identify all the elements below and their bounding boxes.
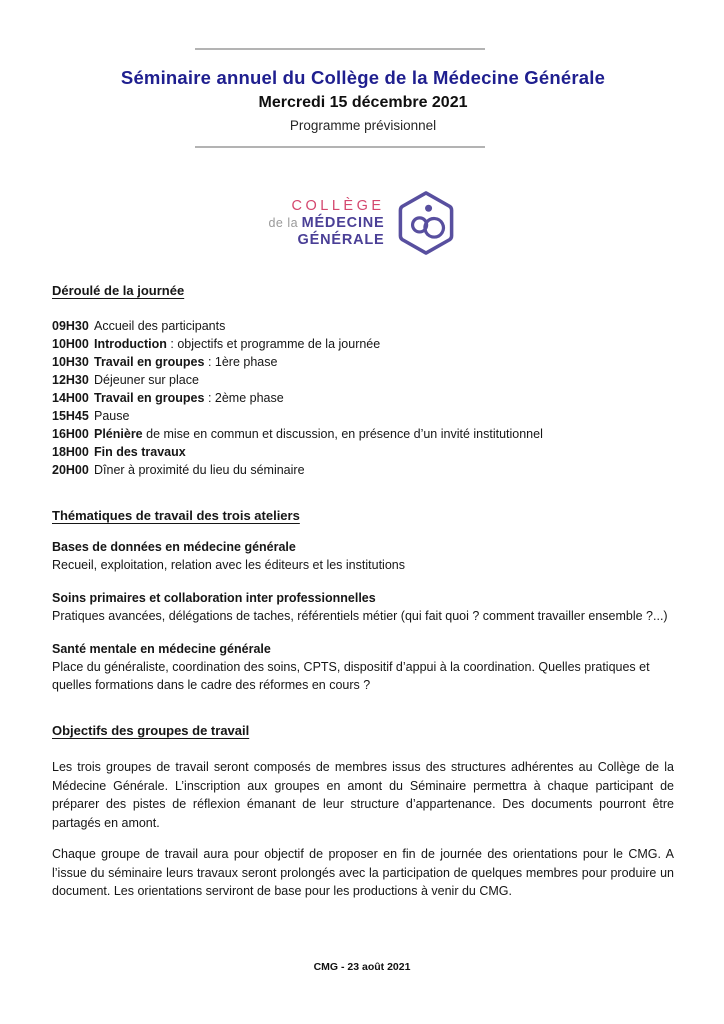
schedule-desc: Accueil des participants bbox=[94, 319, 226, 333]
cmg-logo bbox=[52, 189, 674, 257]
schedule-desc: Dîner à proximité du lieu du séminaire bbox=[94, 463, 305, 477]
section-themes bbox=[52, 508, 674, 694]
seminar-date: Mercredi 15 décembre 2021 bbox=[258, 94, 468, 111]
schedule-row bbox=[52, 353, 674, 371]
schedule-rows bbox=[52, 317, 674, 479]
schedule-time: 16H00 bbox=[52, 427, 89, 441]
schedule-time: 09H30 bbox=[52, 319, 89, 333]
objectives-heading: Objectifs des groupes de travail bbox=[52, 723, 250, 738]
objectives-paragraph: Les trois groupes de travail seront composés de membres issus des structures adhérentes au Collège de la Médecine Générale. L’inscription aux groupes en amont du Séminaire permettra à chaque participant de préparer des pistes de réflexion émanant de leur structure d’appartenance. Des documents pourront être partagés en amont. bbox=[52, 760, 674, 830]
schedule-row bbox=[52, 371, 674, 389]
schedule-time: 10H30 bbox=[52, 355, 89, 369]
theme-desc: Pratiques avancées, délégations de taches, référentiels métier (qui fait quoi ? comment travailler ensemble ?...) bbox=[52, 609, 668, 623]
section-schedule bbox=[52, 283, 674, 479]
schedule-desc: Introduction : objectifs et programme de la journée bbox=[94, 337, 381, 351]
header-rule-top bbox=[195, 48, 485, 50]
theme-block bbox=[52, 589, 674, 625]
theme-block bbox=[52, 538, 674, 574]
theme-desc: Recueil, exploitation, relation avec les éditeurs et les institutions bbox=[52, 558, 405, 572]
schedule-row bbox=[52, 317, 674, 335]
schedule-desc: Déjeuner sur place bbox=[94, 373, 199, 387]
section-objectives bbox=[52, 723, 674, 901]
seminar-title: Séminaire annuel du Collège de la Médecine Générale bbox=[120, 67, 606, 88]
schedule-desc: Travail en groupes : 2ème phase bbox=[94, 391, 284, 405]
objectives-paragraph: Chaque groupe de travail aura pour objectif de proposer en fin de journée des orientations pour le CMG. A l’issue du séminaire leurs travaux seront prolongés avec la participation de quelques membres pour produire un document. Les orientations serviront de base pour les productions à venir du CMG. bbox=[52, 847, 674, 898]
header-rule-bottom bbox=[195, 146, 485, 148]
seminar-subtitle: Programme prévisionnel bbox=[289, 118, 437, 133]
logo-line-generale: GÉNÉRALE bbox=[297, 231, 385, 248]
schedule-time: 18H00 bbox=[52, 445, 89, 459]
schedule-time: 15H45 bbox=[52, 409, 89, 423]
schedule-desc: Plénière de mise en commun et discussion, en présence d’un invité institutionnel bbox=[94, 427, 543, 441]
cmg-logo-wordmark bbox=[268, 198, 384, 249]
schedule-row bbox=[52, 389, 674, 407]
schedule-row bbox=[52, 335, 674, 353]
schedule-desc: Travail en groupes : 1ère phase bbox=[94, 355, 278, 369]
theme-title: Soins primaires et collaboration inter professionnelles bbox=[52, 591, 376, 605]
schedule-time: 12H30 bbox=[52, 373, 89, 387]
schedule-desc: Fin des travaux bbox=[94, 445, 186, 459]
logo-line-medecine: MÉDECINE bbox=[301, 214, 385, 231]
schedule-time: 10H00 bbox=[52, 337, 89, 351]
schedule-row bbox=[52, 461, 674, 479]
schedule-row bbox=[52, 407, 674, 425]
theme-title: Santé mentale en médecine générale bbox=[52, 642, 271, 656]
schedule-heading: Déroulé de la journée bbox=[52, 283, 185, 298]
theme-title: Bases de données en médecine générale bbox=[52, 540, 296, 554]
cmg-hexagon-icon bbox=[394, 189, 458, 257]
page-footer: CMG - 23 août 2021 bbox=[313, 961, 411, 973]
schedule-row bbox=[52, 443, 674, 461]
theme-desc: Place du généraliste, coordination des soins, CPTS, dispositif d’appui à la coordination. Quelles pratiques et quelles formations dans le cadre des réformes en cours ? bbox=[52, 660, 650, 692]
schedule-time: 14H00 bbox=[52, 391, 89, 405]
schedule-time: 20H00 bbox=[52, 463, 89, 477]
schedule-row bbox=[52, 425, 674, 443]
schedule-desc: Pause bbox=[94, 409, 130, 423]
logo-line-dela: de la bbox=[268, 215, 299, 230]
themes-heading: Thématiques de travail des trois ateliers bbox=[52, 508, 300, 523]
theme-block bbox=[52, 640, 674, 694]
logo-line-college: COLLÈGE bbox=[291, 197, 385, 214]
